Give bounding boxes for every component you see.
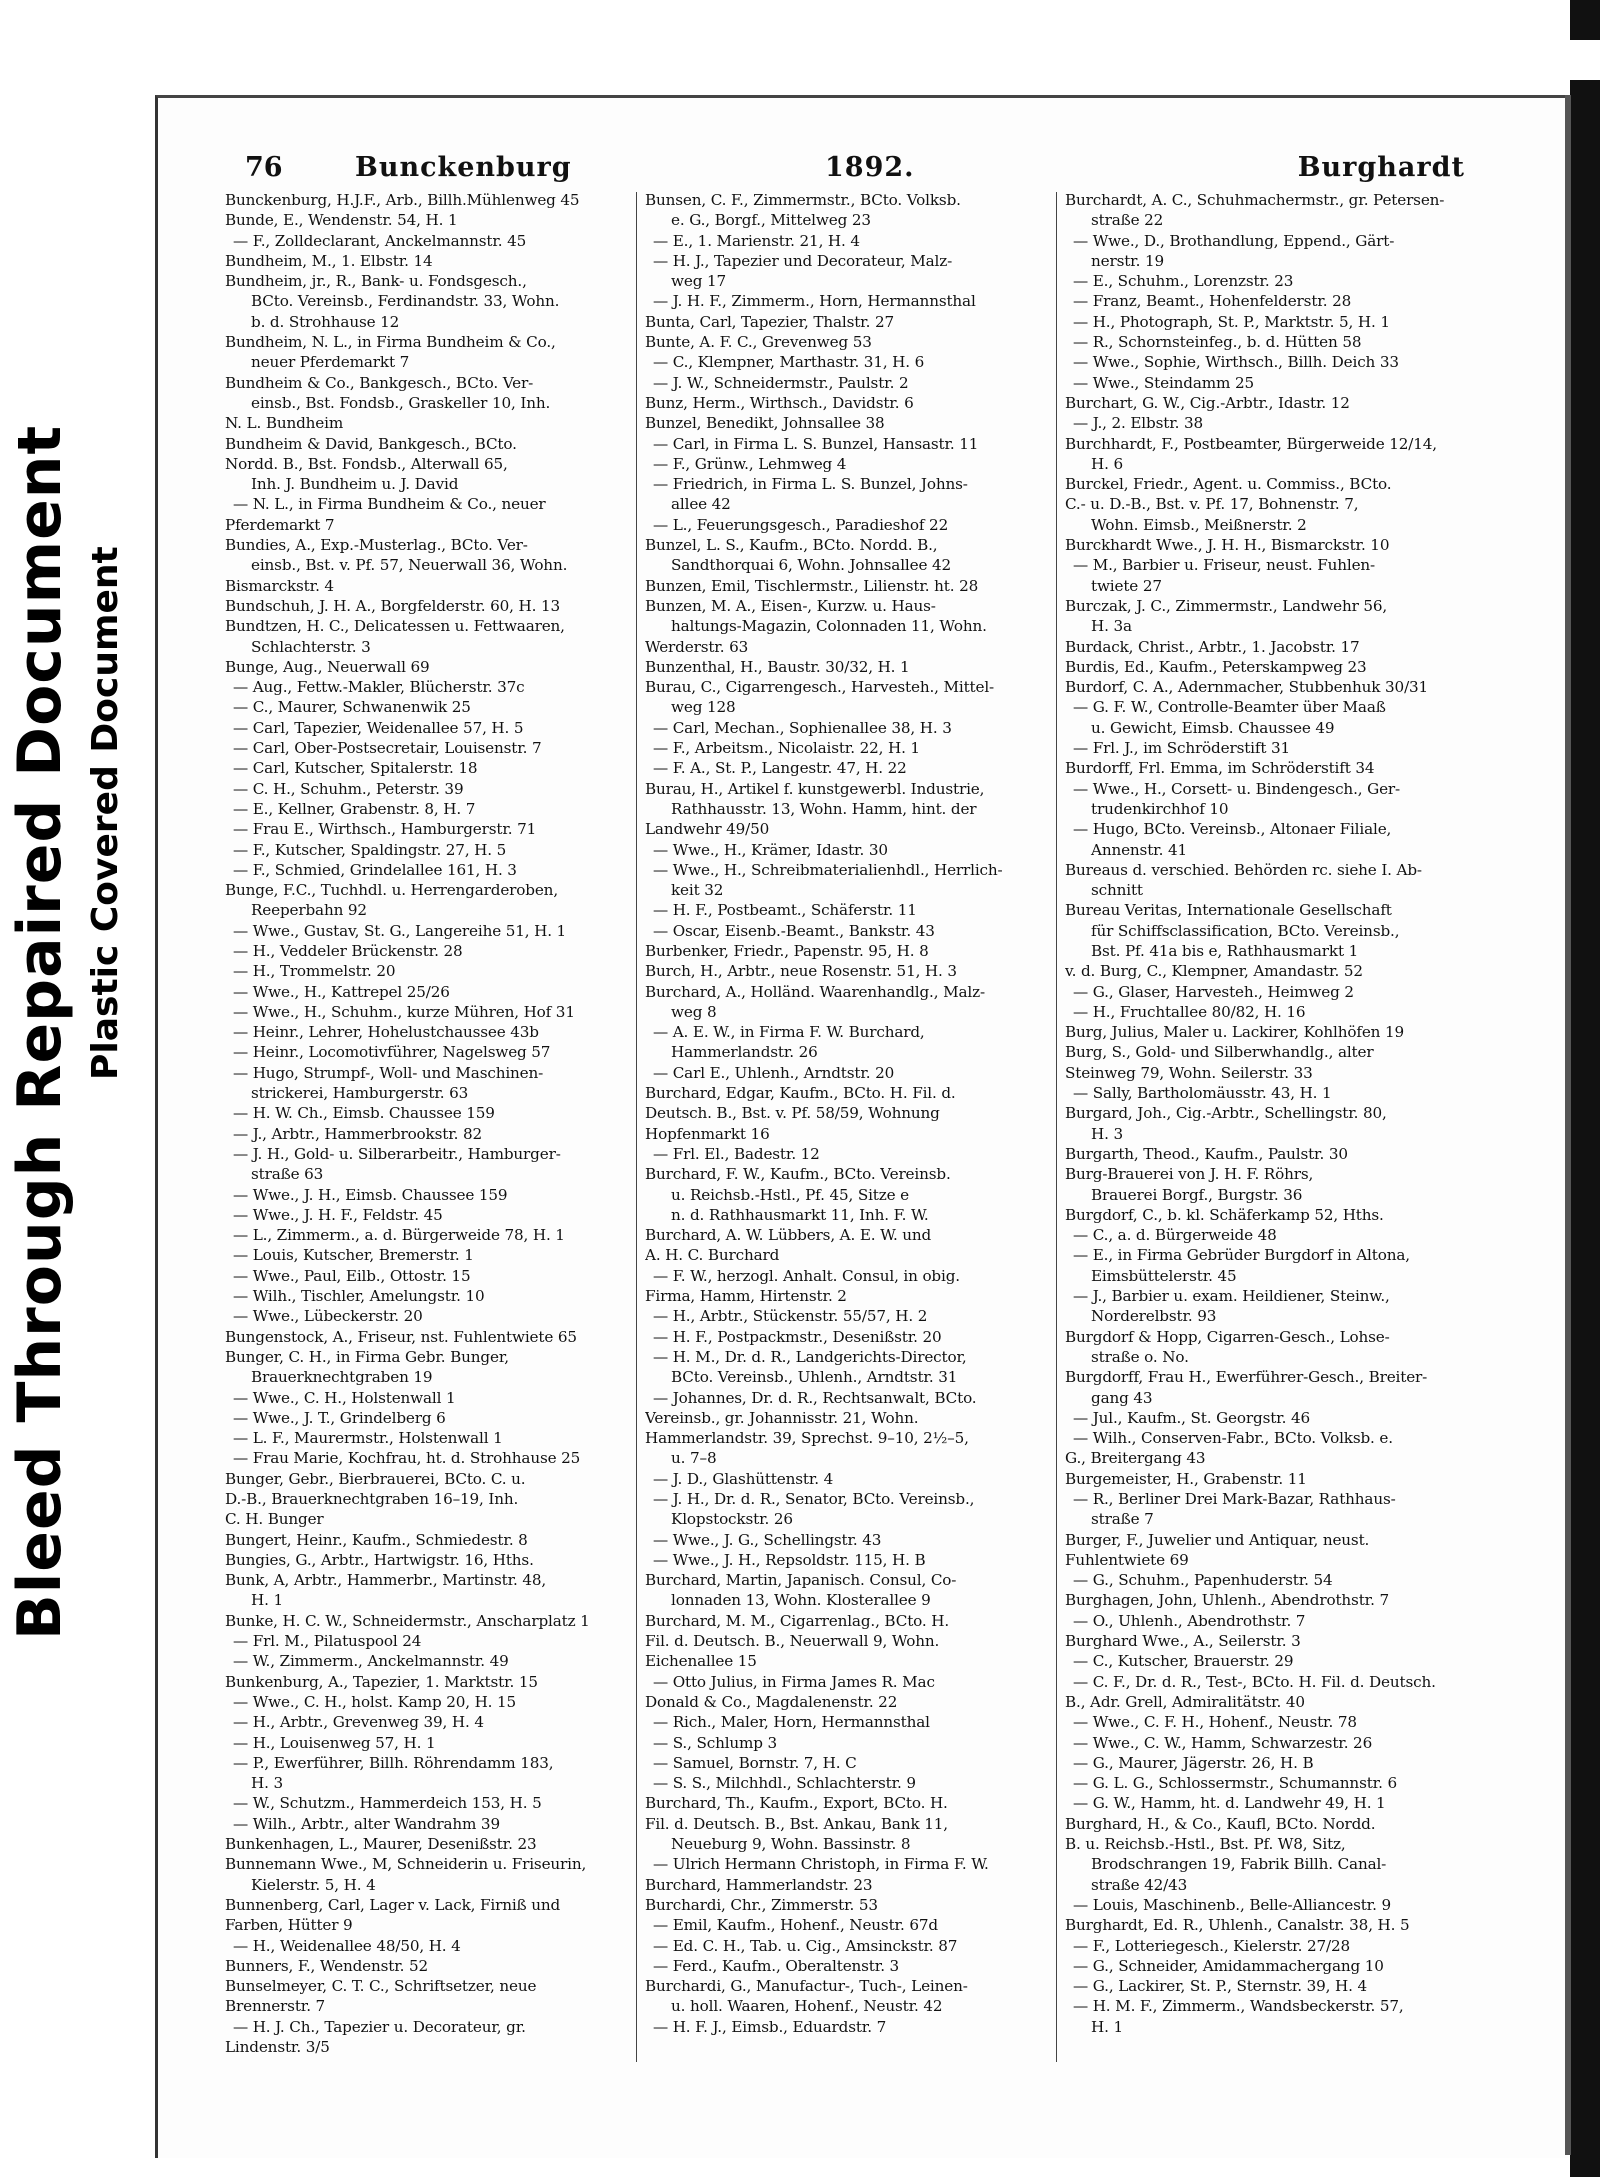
directory-line: Bunnemann Wwe., M, Schneiderin u. Friseurin, bbox=[225, 1855, 587, 1874]
directory-line: Eimsbüttelerstr. 45 bbox=[1091, 1266, 1237, 1285]
directory-line: H. 3 bbox=[251, 1774, 283, 1793]
directory-line: Bismarckstr. 4 bbox=[225, 576, 334, 595]
directory-line: keit 32 bbox=[671, 881, 724, 900]
plastic-covered-label: Plastic Covered Document bbox=[85, 546, 126, 1080]
directory-line: Brauerknechtgraben 19 bbox=[251, 1368, 433, 1387]
directory-line: Bunnenberg, Carl, Lager v. Lack, Firniß und bbox=[225, 1895, 561, 1914]
directory-line: Burg-Brauerei von J. H. F. Röhrs, bbox=[1065, 1165, 1314, 1184]
directory-line: — H., Trommelstr. 20 bbox=[233, 962, 396, 981]
directory-line: — E., Kellner, Grabenstr. 8, H. 7 bbox=[233, 799, 476, 818]
directory-line: — Wwe., C. F. H., Hohenf., Neustr. 78 bbox=[1073, 1713, 1357, 1732]
directory-line: Burghagen, John, Uhlenh., Abendrothstr. 7 bbox=[1065, 1591, 1389, 1610]
directory-line: — Wwe., Steindamm 25 bbox=[1073, 373, 1254, 392]
directory-line: Bunz, Herm., Wirthsch., Davidstr. 6 bbox=[645, 393, 914, 412]
directory-line: Landwehr 49/50 bbox=[645, 820, 770, 839]
directory-line: Sandthorquai 6, Wohn. Johnsallee 42 bbox=[671, 556, 951, 575]
directory-line: allee 42 bbox=[671, 495, 731, 514]
directory-line: — Wwe., J. H. F., Feldstr. 45 bbox=[233, 1205, 443, 1224]
directory-line: Bundheim & Co., Bankgesch., BCto. Ver- bbox=[225, 373, 534, 392]
directory-line: — G., Glaser, Harvesteh., Heimweg 2 bbox=[1073, 982, 1354, 1001]
directory-line: C.- u. D.-B., Bst. v. Pf. 17, Bohnenstr. 7, bbox=[1065, 495, 1359, 514]
directory-line: Kielerstr. 5, H. 4 bbox=[251, 1875, 376, 1894]
directory-line: — J., 2. Elbstr. 38 bbox=[1073, 414, 1204, 433]
directory-line: Burchhardt, F., Postbeamter, Bürgerweide 12/14, bbox=[1065, 434, 1437, 453]
directory-line: G., Breitergang 43 bbox=[1065, 1449, 1206, 1468]
directory-line: Burckel, Friedr., Agent. u. Commiss., BCto. bbox=[1065, 475, 1392, 494]
directory-line: Bunkenburg, A., Tapezier, 1. Marktstr. 15 bbox=[225, 1672, 538, 1691]
directory-line: Bunkenhagen, L., Maurer, Desenißstr. 23 bbox=[225, 1835, 537, 1854]
directory-line: — Aug., Fettw.-Makler, Blücherstr. 37c bbox=[233, 678, 525, 697]
directory-line: — Frl. J., im Schröderstift 31 bbox=[1073, 739, 1291, 758]
directory-line: straße 63 bbox=[251, 1165, 324, 1184]
directory-line: — Wwe., D., Brothandlung, Eppend., Gärt- bbox=[1073, 231, 1395, 250]
directory-line: Burczak, J. C., Zimmermstr., Landwehr 56, bbox=[1065, 596, 1388, 615]
directory-line: D.-B., Brauerknechtgraben 16–19, Inh. bbox=[225, 1490, 519, 1508]
directory-line: — H. F. J., Eimsb., Eduardstr. 7 bbox=[653, 2017, 887, 2036]
directory-line: H. 6 bbox=[1091, 454, 1123, 473]
directory-line: Burchard, Martin, Japanisch. Consul, Co- bbox=[645, 1571, 957, 1590]
directory-line: — H., Fruchtallee 80/82, H. 16 bbox=[1073, 1002, 1306, 1021]
directory-line: Fil. d. Deutsch. B., Bst. Ankau, Bank 11, bbox=[645, 1814, 948, 1833]
directory-line: — Otto Julius, in Firma James R. Mac bbox=[653, 1672, 935, 1691]
directory-line: e. G., Borgf., Mittelweg 23 bbox=[671, 211, 871, 230]
directory-line: Burger, F., Juwelier und Antiquar, neust. bbox=[1065, 1530, 1370, 1549]
directory-line: — Frl. El., Badestr. 12 bbox=[653, 1144, 820, 1163]
directory-line: Bunde, E., Wendenstr. 54, H. 1 bbox=[225, 211, 458, 230]
directory-line: — Ulrich Hermann Christoph, in Firma F. W. bbox=[653, 1855, 989, 1874]
directory-line: Burchardt, A. C., Schuhmachermstr., gr. Petersen- bbox=[1065, 191, 1445, 209]
directory-line: — Wwe., H., Kattrepel 25/26 bbox=[233, 982, 450, 1001]
directory-line: Burghard, H., & Co., Kaufl, BCto. Nordd. bbox=[1065, 1814, 1376, 1833]
directory-line: — F., Grünw., Lehmweg 4 bbox=[653, 454, 847, 473]
directory-line: Steinweg 79, Wohn. Seilerstr. 33 bbox=[1065, 1063, 1313, 1082]
year-label: 1892. bbox=[825, 152, 915, 183]
directory-line: Reeperbahn 92 bbox=[251, 901, 367, 920]
directory-line: — Heinr., Locomotivführer, Nagelsweg 57 bbox=[233, 1043, 551, 1062]
directory-line: Brennerstr. 7 bbox=[225, 1997, 326, 2016]
directory-line: Fuhlentwiete 69 bbox=[1065, 1550, 1189, 1569]
directory-line: Burgdorff, Frau H., Ewerführer-Gesch., Breiter- bbox=[1065, 1368, 1428, 1387]
directory-line: twiete 27 bbox=[1091, 576, 1162, 595]
directory-line: — Sally, Bartholomäusstr. 43, H. 1 bbox=[1073, 1084, 1332, 1103]
directory-line: trudenkirchhof 10 bbox=[1091, 799, 1229, 818]
column-divider bbox=[636, 192, 637, 2062]
directory-line: Bunckenburg, H.J.F., Arb., Billh.Mühlenweg 45 bbox=[225, 191, 580, 209]
directory-line: Bureaus d. verschied. Behörden rc. siehe I. Ab- bbox=[1065, 860, 1422, 879]
directory-line: einsb., Bst. v. Pf. 57, Neuerwall 36, Wohn. bbox=[251, 556, 568, 575]
directory-line: Bungenstock, A., Friseur, nst. Fuhlentwiete 65 bbox=[225, 1327, 577, 1346]
directory-line: — G. L. G., Schlossermstr., Schumannstr. 6 bbox=[1073, 1774, 1397, 1793]
directory-line: weg 17 bbox=[671, 272, 726, 291]
directory-line: C. H. Bunger bbox=[225, 1510, 324, 1529]
directory-line: — H., Louisenweg 57, H. 1 bbox=[233, 1733, 436, 1752]
directory-line: Klopstockstr. 26 bbox=[671, 1510, 793, 1529]
directory-line: Schlachterstr. 3 bbox=[251, 637, 371, 656]
bleed-through-label: Bleed Through Repaired Document bbox=[5, 424, 75, 1640]
directory-line: Hopfenmarkt 16 bbox=[645, 1124, 770, 1143]
directory-line: — Carl E., Uhlenh., Arndtstr. 20 bbox=[653, 1063, 895, 1082]
directory-line: v. d. Burg, C., Klempner, Amandastr. 52 bbox=[1065, 962, 1363, 981]
directory-line: Burchard, A. W. Lübbers, A. E. W. und bbox=[645, 1226, 932, 1245]
directory-line: Bundies, A., Exp.-Musterlag., BCto. Ver- bbox=[225, 536, 528, 555]
directory-line: Bunzen, M. A., Eisen-, Kurzw. u. Haus- bbox=[645, 596, 936, 615]
directory-line: für Schiffsclassification, BCto. Vereinsb., bbox=[1091, 921, 1400, 940]
directory-line: — M., Barbier u. Friseur, neust. Fuhlen- bbox=[1073, 556, 1376, 575]
directory-line: gang 43 bbox=[1091, 1388, 1153, 1407]
directory-line: Bunzel, L. S., Kaufm., BCto. Nordd. B., bbox=[645, 536, 938, 555]
directory-line: Inh. J. Bundheim u. J. David bbox=[251, 475, 459, 494]
directory-line: BCto. Vereinsb., Ferdinandstr. 33, Wohn. bbox=[251, 292, 560, 311]
directory-line: Bunsen, C. F., Zimmermstr., BCto. Volksb. bbox=[645, 191, 961, 209]
directory-line: Bundheim & David, Bankgesch., BCto. bbox=[225, 434, 517, 453]
page-edge bbox=[1565, 95, 1571, 2155]
directory-line: Burau, C., Cigarrengesch., Harvesteh., Mittel- bbox=[645, 678, 995, 697]
directory-line: Burdack, Christ., Arbtr., 1. Jacobstr. 17 bbox=[1065, 637, 1360, 656]
directory-line: — Oscar, Eisenb.-Beamt., Bankstr. 43 bbox=[653, 921, 935, 940]
directory-line: Firma, Hamm, Hirtenstr. 2 bbox=[645, 1287, 847, 1306]
directory-line: — L., Feuerungsgesch., Paradieshof 22 bbox=[653, 515, 949, 534]
directory-line: weg 128 bbox=[671, 698, 736, 717]
directory-line: Deutsch. B., Bst. v. Pf. 58/59, Wohnung bbox=[645, 1104, 940, 1123]
directory-line: — C., Maurer, Schwanenwik 25 bbox=[233, 698, 471, 717]
directory-line: Farben, Hütter 9 bbox=[225, 1916, 353, 1935]
directory-line: — Wwe., Lübeckerstr. 20 bbox=[233, 1307, 423, 1326]
directory-line: Bunger, Gebr., Bierbrauerei, BCto. C. u. bbox=[225, 1469, 526, 1488]
directory-line: N. L. Bundheim bbox=[225, 414, 344, 433]
directory-line: Burgard, Joh., Cig.-Arbtr., Schellingstr. 80, bbox=[1065, 1104, 1387, 1123]
directory-line: — H., Arbtr., Stückenstr. 55/57, H. 2 bbox=[653, 1307, 928, 1326]
column-divider bbox=[1056, 192, 1057, 2062]
directory-line: — J. D., Glashüttenstr. 4 bbox=[653, 1469, 834, 1488]
directory-line: Burchard, Edgar, Kaufm., BCto. H. Fil. d. bbox=[645, 1084, 956, 1103]
directory-line: — H., Veddeler Brückenstr. 28 bbox=[233, 941, 463, 960]
directory-line: — H. M., Dr. d. R., Landgerichts-Director, bbox=[653, 1347, 967, 1366]
directory-line: — H. J., Tapezier und Decorateur, Malz- bbox=[653, 251, 953, 270]
directory-line: Werderstr. 63 bbox=[645, 637, 749, 656]
directory-line: straße o. No. bbox=[1091, 1347, 1189, 1366]
directory-line: — Wwe., H., Schreibmaterialienhdl., Herrlich- bbox=[653, 860, 1003, 879]
directory-line: — H., Weidenallee 48/50, H. 4 bbox=[233, 1936, 461, 1955]
directory-line: — Wwe., J. G., Schellingstr. 43 bbox=[653, 1530, 882, 1549]
directory-line: haltungs-Magazin, Colonnaden 11, Wohn. bbox=[671, 617, 987, 636]
directory-line: — Friedrich, in Firma L. S. Bunzel, Johns- bbox=[653, 475, 968, 494]
directory-line: — Samuel, Bornstr. 7, H. C bbox=[653, 1753, 857, 1772]
directory-line: — Wwe., J. T., Grindelberg 6 bbox=[233, 1408, 446, 1427]
page-number: 76 bbox=[245, 152, 283, 183]
directory-line: — Hugo, BCto. Vereinsb., Altonaer Filiale, bbox=[1073, 820, 1392, 839]
directory-line: Hammerlandstr. 39, Sprechst. 9–10, 2½–5, bbox=[645, 1429, 969, 1448]
directory-line: Burchardi, G., Manufactur-, Tuch-, Leinen- bbox=[645, 1977, 968, 1996]
directory-line: Bunk, A, Arbtr., Hammerbr., Martinstr. 48, bbox=[225, 1571, 547, 1590]
directory-line: Bundschuh, J. H. A., Borgfelderstr. 60, H. 13 bbox=[225, 596, 560, 615]
directory-line: u. Gewicht, Eimsb. Chaussee 49 bbox=[1091, 718, 1335, 737]
directory-line: Bunzel, Benedikt, Johnsallee 38 bbox=[645, 414, 885, 433]
directory-line: — J. H. F., Zimmerm., Horn, Hermannsthal bbox=[653, 292, 976, 311]
directory-line: einsb., Bst. Fondsb., Graskeller 10, Inh. bbox=[251, 393, 551, 412]
directory-line: Bunzenthal, H., Baustr. 30/32, H. 1 bbox=[645, 657, 910, 676]
directory-line: — Frau Marie, Kochfrau, ht. d. Strohhause 25 bbox=[233, 1449, 581, 1468]
directory-line: — Carl, Kutscher, Spitalerstr. 18 bbox=[233, 759, 478, 778]
directory-line: H. 3 bbox=[1091, 1124, 1123, 1143]
directory-line: H. 1 bbox=[1091, 2017, 1123, 2036]
directory-column-1 bbox=[225, 190, 630, 2070]
directory-line: — F., Schmied, Grindelallee 161, H. 3 bbox=[233, 860, 517, 879]
directory-line: Bureau Veritas, Internationale Gesellschaft bbox=[1065, 901, 1392, 920]
directory-line: Burdis, Ed., Kaufm., Peterskampweg 23 bbox=[1065, 657, 1367, 676]
directory-column-2 bbox=[645, 190, 1050, 2070]
directory-line: — J., Arbtr., Hammerbrookstr. 82 bbox=[233, 1124, 483, 1143]
directory-line: — Wwe., J. H., Repsoldstr. 115, H. B bbox=[653, 1550, 926, 1569]
directory-line: — H. M. F., Zimmerm., Wandsbeckerstr. 57, bbox=[1073, 1997, 1404, 2016]
directory-line: Burau, H., Artikel f. kunstgewerbl. Industrie, bbox=[645, 779, 985, 798]
directory-line: B. u. Reichsb.-Hstl., Bst. Pf. W8, Sitz, bbox=[1065, 1835, 1346, 1854]
directory-line: — Wwe., C. H., holst. Kamp 20, H. 15 bbox=[233, 1692, 517, 1711]
directory-line: — G. W., Hamm, ht. d. Landwehr 49, H. 1 bbox=[1073, 1794, 1386, 1813]
directory-line: Brauerei Borgf., Burgstr. 36 bbox=[1091, 1185, 1303, 1204]
directory-line: — J. W., Schneidermstr., Paulstr. 2 bbox=[653, 373, 909, 392]
directory-line: — R., Berliner Drei Mark-Bazar, Rathhaus- bbox=[1073, 1490, 1396, 1508]
directory-line: Burbenker, Friedr., Papenstr. 95, H. 8 bbox=[645, 941, 929, 960]
directory-line: — G., Schneider, Amidammachergang 10 bbox=[1073, 1956, 1384, 1975]
directory-line: — Wilh., Conserven-Fabr., BCto. Volksb. e. bbox=[1073, 1429, 1393, 1448]
directory-line: — Wwe., J. H., Eimsb. Chaussee 159 bbox=[233, 1185, 508, 1204]
directory-line: — Wwe., H., Schuhm., kurze Mühren, Hof 31 bbox=[233, 1002, 575, 1021]
directory-line: BCto. Vereinsb., Uhlenh., Arndtstr. 31 bbox=[671, 1368, 958, 1387]
directory-line: — Jul., Kaufm., St. Georgstr. 46 bbox=[1073, 1408, 1310, 1427]
directory-line: — Carl, Mechan., Sophienallee 38, H. 3 bbox=[653, 718, 952, 737]
directory-line: — Louis, Maschinenb., Belle-Alliancestr. 9 bbox=[1073, 1895, 1391, 1914]
directory-line: Burchart, G. W., Cig.-Arbtr., Idastr. 12 bbox=[1065, 393, 1350, 412]
directory-line: Rathhausstr. 13, Wohn. Hamm, hint. der bbox=[671, 799, 977, 818]
directory-line: schnitt bbox=[1091, 881, 1143, 900]
directory-line: Bunselmeyer, C. T. C., Schriftsetzer, neue bbox=[225, 1977, 537, 1996]
directory-line: — L. F., Maurermstr., Holstenwall 1 bbox=[233, 1429, 503, 1448]
directory-line: Eichenallee 15 bbox=[645, 1652, 757, 1671]
directory-line: Hammerlandstr. 26 bbox=[671, 1043, 818, 1062]
directory-line: — E., in Firma Gebrüder Burgdorf in Altona, bbox=[1073, 1246, 1410, 1265]
directory-line: straße 42/43 bbox=[1091, 1875, 1188, 1894]
directory-line: Bunge, Aug., Neuerwall 69 bbox=[225, 657, 430, 676]
directory-line: u. 7–8 bbox=[671, 1449, 717, 1468]
directory-line: Bunzen, Emil, Tischlermstr., Lilienstr. ht. 28 bbox=[645, 576, 979, 595]
directory-line: — J., Barbier u. exam. Heildiener, Steinw., bbox=[1073, 1287, 1390, 1306]
directory-line: — P., Ewerführer, Billh. Röhrendamm 183, bbox=[233, 1753, 554, 1772]
directory-line: — C. H., Schuhm., Peterstr. 39 bbox=[233, 779, 464, 798]
directory-line: u. holl. Waaren, Hohenf., Neustr. 42 bbox=[671, 1997, 943, 2016]
directory-line: strickerei, Hamburgerstr. 63 bbox=[251, 1084, 469, 1103]
directory-line: — H. J. Ch., Tapezier u. Decorateur, gr. bbox=[233, 2017, 526, 2036]
directory-line: Burghardt, Ed. R., Uhlenh., Canalstr. 38, H. 5 bbox=[1065, 1916, 1410, 1935]
directory-line: Bunte, A. F. C., Grevenweg 53 bbox=[645, 333, 872, 352]
directory-line: Bungert, Heinr., Kaufm., Schmiedestr. 8 bbox=[225, 1530, 528, 1549]
directory-line: u. Reichsb.-Hstl., Pf. 45, Sitze e bbox=[671, 1185, 909, 1204]
directory-line: — F., Lotteriegesch., Kielerstr. 27/28 bbox=[1073, 1936, 1350, 1955]
directory-line: — E., Schuhm., Lorenzstr. 23 bbox=[1073, 272, 1294, 291]
directory-line: Fil. d. Deutsch. B., Neuerwall 9, Wohn. bbox=[645, 1632, 940, 1651]
directory-line: — G., Schuhm., Papenhuderstr. 54 bbox=[1073, 1571, 1333, 1590]
directory-line: — Ed. C. H., Tab. u. Cig., Amsinckstr. 87 bbox=[653, 1936, 958, 1955]
directory-line: — S., Schlump 3 bbox=[653, 1733, 778, 1752]
directory-line: Bundheim, M., 1. Elbstr. 14 bbox=[225, 251, 433, 270]
directory-line: n. d. Rathhausmarkt 11, Inh. F. W. bbox=[671, 1205, 929, 1224]
directory-line: — A. E. W., in Firma F. W. Burchard, bbox=[653, 1023, 925, 1042]
directory-line: Burchardi, Chr., Zimmerstr. 53 bbox=[645, 1895, 878, 1914]
directory-line: — Rich., Maler, Horn, Hermannsthal bbox=[653, 1713, 930, 1732]
directory-line: — Hugo, Strumpf-, Woll- und Maschinen- bbox=[233, 1063, 544, 1082]
directory-line: — Wilh., Tischler, Amelungstr. 10 bbox=[233, 1287, 485, 1306]
directory-line: b. d. Strohhause 12 bbox=[251, 312, 400, 331]
directory-line: Burgdorf & Hopp, Cigarren-Gesch., Lohse- bbox=[1065, 1327, 1390, 1346]
directory-line: — Wwe., H., Krämer, Idastr. 30 bbox=[653, 840, 888, 859]
directory-line: — H., Arbtr., Grevenweg 39, H. 4 bbox=[233, 1713, 484, 1732]
directory-line: Bundtzen, H. C., Delicatessen u. Fettwaaren, bbox=[225, 617, 565, 636]
directory-line: Donald & Co., Magdalenenstr. 22 bbox=[645, 1692, 898, 1711]
directory-line: Vereinsb., gr. Johannisstr. 21, Wohn. bbox=[645, 1408, 919, 1427]
directory-line: — Frau E., Wirthsch., Hamburgerstr. 71 bbox=[233, 820, 537, 839]
directory-line: Bunke, H. C. W., Schneidermstr., Anscharplatz 1 bbox=[225, 1611, 590, 1630]
directory-line: — J. H., Gold- u. Silberarbeitr., Hamburger- bbox=[233, 1144, 561, 1163]
directory-line: — E., 1. Marienstr. 21, H. 4 bbox=[653, 231, 860, 250]
directory-line: — Wilh., Arbtr., alter Wandrahm 39 bbox=[233, 1814, 500, 1833]
directory-line: Pferdemarkt 7 bbox=[225, 515, 335, 534]
directory-line: A. H. C. Burchard bbox=[645, 1246, 780, 1265]
directory-line: Nordd. B., Bst. Fondsb., Alterwall 65, bbox=[225, 454, 508, 473]
directory-line: Burgarth, Theod., Kaufm., Paulstr. 30 bbox=[1065, 1144, 1348, 1163]
directory-line: — R., Schornsteinfeg., b. d. Hütten 58 bbox=[1073, 333, 1362, 352]
directory-line: Burgemeister, H., Grabenstr. 11 bbox=[1065, 1469, 1307, 1488]
directory-line: — G., Maurer, Jägerstr. 26, H. B bbox=[1073, 1753, 1314, 1772]
directory-line: Burdorf, C. A., Adernmacher, Stubbenhuk 30/31 bbox=[1065, 678, 1429, 697]
directory-line: H. 3a bbox=[1091, 617, 1132, 636]
directory-line: Lindenstr. 3/5 bbox=[225, 2038, 330, 2057]
directory-line: H. 1 bbox=[251, 1591, 283, 1610]
directory-line: lonnaden 13, Wohn. Klosterallee 9 bbox=[671, 1591, 931, 1610]
directory-line: straße 22 bbox=[1091, 211, 1164, 230]
directory-line: Bundheim, N. L., in Firma Bundheim & Co., bbox=[225, 333, 556, 352]
directory-line: — J. H., Dr. d. R., Senator, BCto. Vereinsb., bbox=[653, 1490, 975, 1508]
directory-line: — C. F., Dr. d. R., Test-, BCto. H. Fil. d. Deutsch. bbox=[1073, 1672, 1436, 1691]
directory-line: Bunger, C. H., in Firma Gebr. Bunger, bbox=[225, 1347, 509, 1366]
directory-line: Burg, S., Gold- und Silberwhandlg., alter bbox=[1065, 1043, 1374, 1062]
directory-line: Burdorff, Frl. Emma, im Schröderstift 34 bbox=[1065, 759, 1375, 778]
directory-line: — Carl, Ober-Postsecretair, Louisenstr. 7 bbox=[233, 739, 542, 758]
directory-line: — F. W., herzogl. Anhalt. Consul, in obig. bbox=[653, 1266, 960, 1285]
directory-line: Brodschrangen 19, Fabrik Billh. Canal- bbox=[1091, 1855, 1387, 1874]
directory-line: Bungies, G., Arbtr., Hartwigstr. 16, Hths. bbox=[225, 1550, 534, 1569]
directory-line: — W., Zimmerm., Anckelmannstr. 49 bbox=[233, 1652, 509, 1671]
directory-line: — Wwe., C. H., Holstenwall 1 bbox=[233, 1388, 456, 1407]
directory-line: — Wwe., Gustav, St. G., Langereihe 51, H. 1 bbox=[233, 921, 567, 940]
directory-line: — F., Zolldeclarant, Anckelmannstr. 45 bbox=[233, 231, 527, 250]
directory-line: — Wwe., Paul, Eilb., Ottostr. 15 bbox=[233, 1266, 471, 1285]
directory-line: — Franz, Beamt., Hohenfelderstr. 28 bbox=[1073, 292, 1352, 311]
directory-line: Bst. Pf. 41a bis e, Rathhausmarkt 1 bbox=[1091, 941, 1359, 960]
directory-line: — Ferd., Kaufm., Oberaltenstr. 3 bbox=[653, 1956, 900, 1975]
directory-line: — O., Uhlenh., Abendrothstr. 7 bbox=[1073, 1611, 1306, 1630]
directory-line: Burg, Julius, Maler u. Lackirer, Kohlhöfen 19 bbox=[1065, 1023, 1405, 1042]
directory-line: — H. F., Postbeamt., Schäferstr. 11 bbox=[653, 901, 917, 920]
directory-line: Burghard Wwe., A., Seilerstr. 3 bbox=[1065, 1632, 1301, 1651]
directory-line: neuer Pferdemarkt 7 bbox=[251, 353, 410, 372]
directory-line: — F., Kutscher, Spaldingstr. 27, H. 5 bbox=[233, 840, 507, 859]
right-keyword: Burghardt bbox=[1297, 152, 1465, 183]
directory-line: — G. F. W., Controlle-Beamter über Maaß bbox=[1073, 698, 1386, 717]
directory-line: — Wwe., H., Corsett- u. Bindengesch., Ger- bbox=[1073, 779, 1401, 798]
directory-line: Burchard, M. M., Cigarrenlag., BCto. H. bbox=[645, 1611, 950, 1630]
directory-line: Neueburg 9, Wohn. Bassinstr. 8 bbox=[671, 1835, 911, 1854]
directory-line: Burch, H., Arbtr., neue Rosenstr. 51, H. 3 bbox=[645, 962, 957, 981]
directory-line: Bunners, F., Wendenstr. 52 bbox=[225, 1956, 429, 1975]
directory-line: Burchard, F. W., Kaufm., BCto. Vereinsb. bbox=[645, 1165, 951, 1184]
directory-line: — C., a. d. Bürgerweide 48 bbox=[1073, 1226, 1277, 1245]
directory-line: — Louis, Kutscher, Bremerstr. 1 bbox=[233, 1246, 474, 1265]
scanner-edge bbox=[1570, 0, 1600, 2177]
directory-line: — Heinr., Lehrer, Hohelustchaussee 43b bbox=[233, 1023, 539, 1042]
directory-line: Bundheim, jr., R., Bank- u. Fondsgesch., bbox=[225, 272, 527, 291]
directory-line: straße 7 bbox=[1091, 1510, 1154, 1529]
page-header bbox=[225, 152, 1465, 192]
directory-line: Burckhardt Wwe., J. H. H., Bismarckstr. 10 bbox=[1065, 536, 1390, 555]
directory-line: Norderelbstr. 93 bbox=[1091, 1307, 1217, 1326]
directory-line: — G., Lackirer, St. P., Sternstr. 39, H. 4 bbox=[1073, 1977, 1367, 1996]
directory-line: — Wwe., C. W., Hamm, Schwarzestr. 26 bbox=[1073, 1733, 1373, 1752]
directory-line: Wohn. Eimsb., Meißnerstr. 2 bbox=[1091, 515, 1307, 534]
directory-line: — N. L., in Firma Bundheim & Co., neuer bbox=[233, 495, 546, 514]
directory-line: Burchard, Hammerlandstr. 23 bbox=[645, 1875, 873, 1894]
directory-line: nerstr. 19 bbox=[1091, 251, 1164, 270]
directory-line: Bunta, Carl, Tapezier, Thalstr. 27 bbox=[645, 312, 894, 331]
directory-line: — Frl. M., Pilatuspool 24 bbox=[233, 1632, 422, 1651]
directory-line: Annenstr. 41 bbox=[1091, 840, 1187, 859]
directory-line: B., Adr. Grell, Admiralitätstr. 40 bbox=[1065, 1692, 1305, 1711]
directory-line: — L., Zimmerm., a. d. Bürgerweide 78, H. 1 bbox=[233, 1226, 565, 1245]
directory-line: — Carl, Tapezier, Weidenallee 57, H. 5 bbox=[233, 718, 524, 737]
directory-line: — Wwe., Sophie, Wirthsch., Billh. Deich 33 bbox=[1073, 353, 1399, 372]
directory-line: — H. F., Postpackmstr., Desenißstr. 20 bbox=[653, 1327, 942, 1346]
directory-line: — H., Photograph, St. P., Marktstr. 5, H. 1 bbox=[1073, 312, 1390, 331]
directory-line: weg 8 bbox=[671, 1002, 717, 1021]
directory-line: Bunge, F.C., Tuchhdl. u. Herrengarderoben, bbox=[225, 881, 558, 900]
left-keyword: Bunckenburg bbox=[355, 152, 572, 183]
directory-line: — Johannes, Dr. d. R., Rechtsanwalt, BCto. bbox=[653, 1388, 977, 1407]
directory-line: — Carl, in Firma L. S. Bunzel, Hansastr. 11 bbox=[653, 434, 979, 453]
directory-line: — S. S., Milchhdl., Schlachterstr. 9 bbox=[653, 1774, 916, 1793]
directory-line: — W., Schutzm., Hammerdeich 153, H. 5 bbox=[233, 1794, 542, 1813]
directory-line: — H. W. Ch., Eimsb. Chaussee 159 bbox=[233, 1104, 495, 1123]
directory-line: Burgdorf, C., b. kl. Schäferkamp 52, Hths. bbox=[1065, 1205, 1384, 1224]
directory-line: — F., Arbeitsm., Nicolaistr. 22, H. 1 bbox=[653, 739, 920, 758]
directory-line: — F. A., St. P., Langestr. 47, H. 22 bbox=[653, 759, 907, 778]
directory-column-3 bbox=[1065, 190, 1470, 2070]
directory-line: — Emil, Kaufm., Hohenf., Neustr. 67d bbox=[653, 1916, 938, 1935]
directory-line: Burchard, Th., Kaufm., Export, BCto. H. bbox=[645, 1794, 948, 1813]
directory-line: — C., Kutscher, Brauerstr. 29 bbox=[1073, 1652, 1294, 1671]
directory-line: Burchard, A., Holländ. Waarenhandlg., Malz- bbox=[645, 982, 985, 1001]
directory-line: — C., Klempner, Marthastr. 31, H. 6 bbox=[653, 353, 925, 372]
scanner-edge-gap bbox=[1570, 40, 1600, 80]
